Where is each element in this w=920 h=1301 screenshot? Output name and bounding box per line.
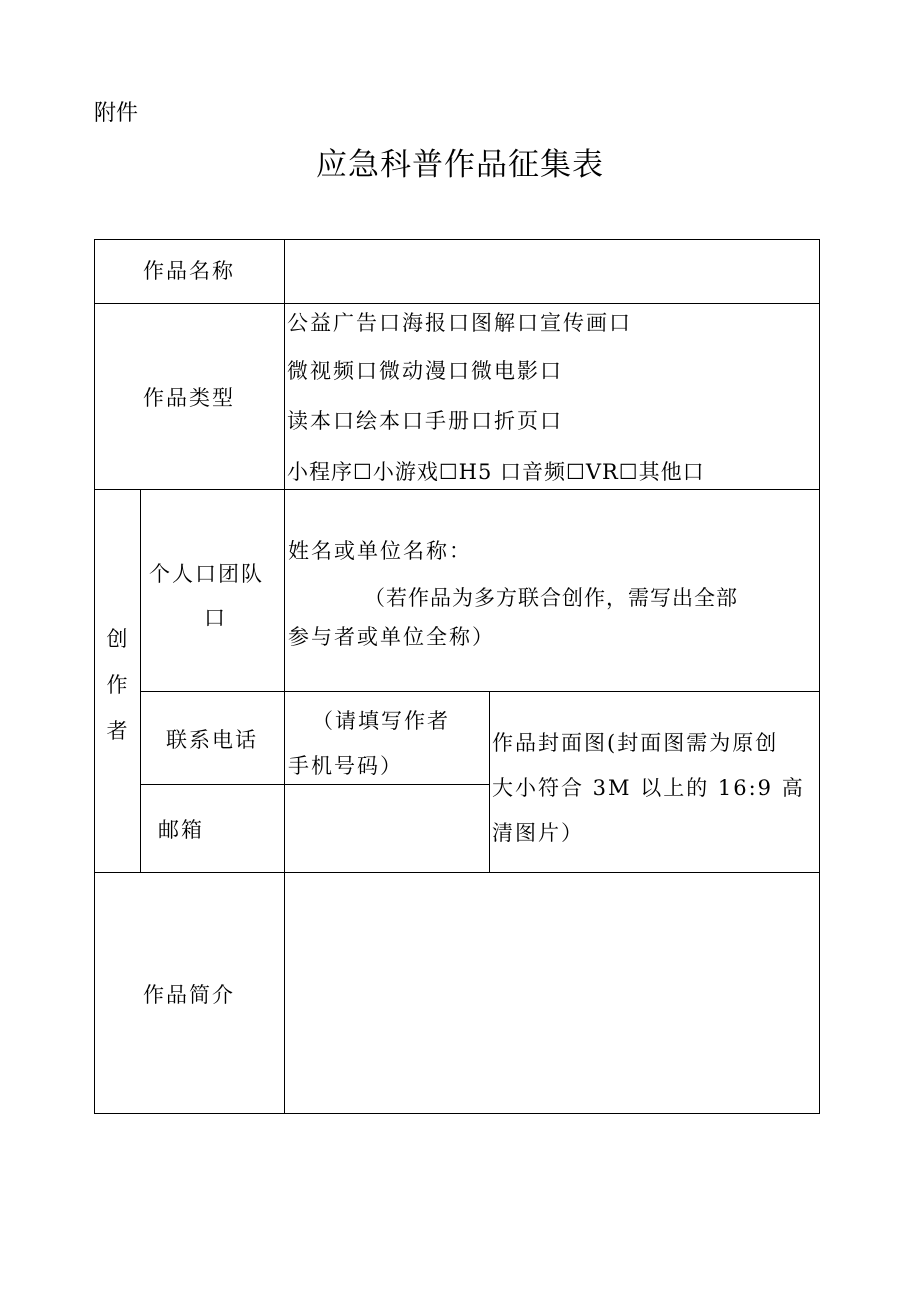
cover-image-note-line-2[interactable]: 大小符合 3M 以上的 16:9 高 <box>492 776 805 800</box>
column-divider-creator <box>140 489 141 872</box>
row-divider-name <box>94 303 820 304</box>
application-form-table <box>94 239 820 1114</box>
column-divider-main <box>284 239 285 1114</box>
work-name-label: 作品名称 <box>143 259 235 283</box>
cover-image-note-line-3[interactable]: 清图片） <box>492 821 584 845</box>
work-type-options-line-3[interactable]: 读本口绘本口手册口折页口 <box>287 409 563 433</box>
phone-hint-line-1[interactable]: （请填写作者 <box>312 709 450 733</box>
table-border-right <box>819 239 820 1114</box>
work-type-label: 作品类型 <box>143 386 235 410</box>
creator-label-char-2: 作 <box>106 673 128 697</box>
row-divider-type <box>94 489 820 490</box>
email-label: 邮箱 <box>158 818 204 842</box>
creator-label-char-1: 创 <box>106 627 128 651</box>
creator-type-options-line-1[interactable]: 个人口团队 <box>149 562 264 586</box>
creator-name-label: 姓名或单位名称： <box>288 539 472 563</box>
work-type-options-line-2[interactable]: 微视频口微动漫口微电影口 <box>287 359 563 383</box>
creator-label <box>101 616 133 754</box>
table-border-bottom <box>94 1113 820 1114</box>
phone-hint-line-2[interactable]: 手机号码） <box>288 754 403 778</box>
page-title: 应急科普作品征集表 <box>316 147 604 183</box>
row-divider-email <box>94 872 820 873</box>
email-field[interactable] <box>288 816 478 844</box>
row-divider-creator-info <box>140 691 820 692</box>
work-type-options-line-1[interactable]: 公益广告口海报口图解口宣传画口 <box>287 311 632 335</box>
row-divider-phone <box>140 784 490 785</box>
creator-type-options-line-2[interactable]: 口 <box>204 606 227 630</box>
annex-label: 附件 <box>94 101 139 126</box>
phone-label: 联系电话 <box>166 728 258 752</box>
creator-name-note-line-1: （若作品为多方联合创作，需写出全部 <box>364 586 738 610</box>
creator-label-char-3: 者 <box>106 719 128 743</box>
intro-label: 作品简介 <box>143 983 235 1007</box>
column-divider-cover <box>489 691 490 872</box>
work-type-options-line-4[interactable]: 小程序☐小游戏☐H5 口音频☐VR☐其他口 <box>287 460 705 484</box>
intro-field[interactable] <box>290 885 810 1095</box>
work-name-field[interactable] <box>288 257 808 285</box>
cover-image-note-line-1[interactable]: 作品封面图(封面图需为原创 <box>492 731 779 755</box>
table-border-top <box>94 239 820 240</box>
creator-name-note-line-2: 参与者或单位全称） <box>288 625 495 649</box>
